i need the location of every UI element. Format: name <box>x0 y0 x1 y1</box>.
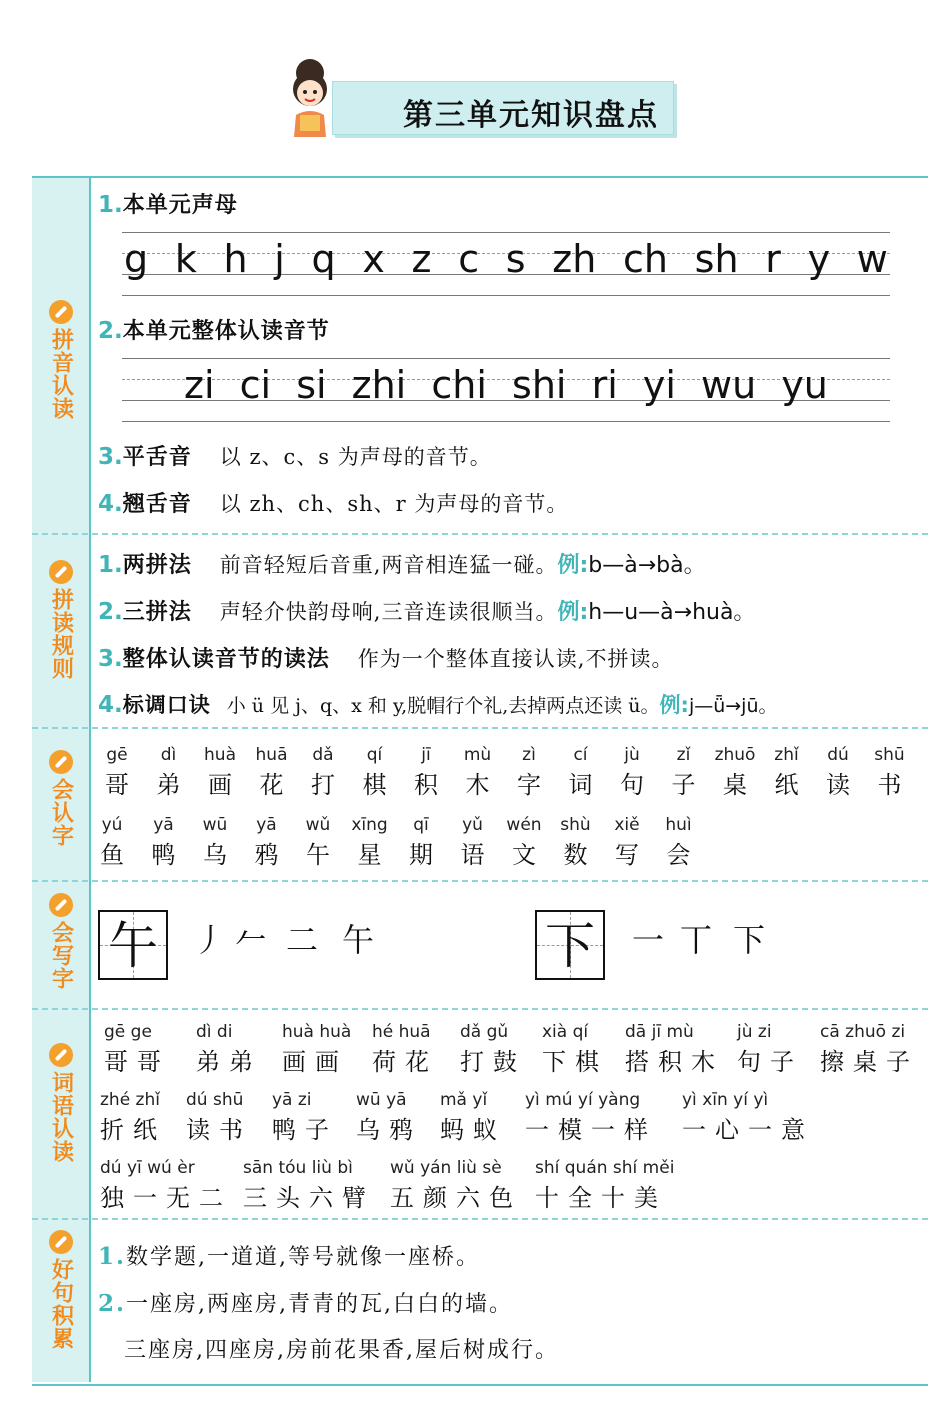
pencil-badge-icon <box>49 893 73 917</box>
char-pinyin: wū <box>202 815 228 835</box>
word-hanzi: 五颜六色 <box>390 1184 522 1212</box>
pinyin-heading-3: 3.平舌音 以 z、c、s 为声母的音节。 <box>98 444 492 470</box>
pencil-badge-icon <box>49 1043 73 1067</box>
pinyin-item: z <box>411 237 432 281</box>
word-pinyin: yì mú yí yàng <box>525 1090 641 1110</box>
section-divider <box>32 880 928 882</box>
word-pinyin: cā zhuō zi <box>820 1022 906 1042</box>
char-hanzi: 乌 <box>203 841 227 869</box>
char-cell <box>555 745 607 800</box>
char-pinyin: cí <box>573 745 588 765</box>
char-pinyin: wǔ <box>305 815 331 835</box>
word-hanzi: 哥哥 <box>104 1048 170 1076</box>
pinyin-item: s <box>505 237 526 281</box>
word-item <box>525 1090 657 1145</box>
word-item <box>356 1090 422 1145</box>
pinyin-item: wu <box>701 363 757 407</box>
char-cell <box>709 745 761 800</box>
pinyin-item: w <box>856 237 888 281</box>
word-pinyin: gē ge <box>104 1022 152 1042</box>
pinyin-item: c <box>458 237 480 281</box>
section-label-words: 词语认读 <box>32 1043 89 1163</box>
char-hanzi: 字 <box>517 771 541 799</box>
char-cell <box>653 815 705 870</box>
stroke-step: 下 <box>733 921 766 959</box>
char-cell <box>498 815 550 870</box>
sentence-3: 三座房,四座房,房前花果香,屋后树成行。 <box>124 1338 559 1363</box>
stroke-step: 一 <box>632 921 665 959</box>
rule-1: 1.两拼法 前音轻短后音重,两音相连猛一碰。例:b—à→bà。 <box>98 552 706 578</box>
pinyin-item: r <box>765 237 781 281</box>
word-pinyin: huà huà <box>282 1022 352 1042</box>
word-item <box>372 1022 438 1077</box>
pinyin-item: g <box>124 237 149 281</box>
word-pinyin: dǎ gǔ <box>460 1022 509 1042</box>
word-hanzi: 十全十美 <box>535 1184 667 1212</box>
word-item <box>535 1158 674 1213</box>
char-hanzi: 棋 <box>362 771 387 799</box>
word-pinyin: yā zi <box>272 1090 312 1110</box>
char-cell <box>658 745 710 800</box>
word-hanzi: 折纸 <box>100 1116 166 1144</box>
rule-3: 3.整体认读音节的读法 作为一个整体直接认读,不拼读。 <box>98 646 674 672</box>
char-pinyin: jù <box>624 745 640 765</box>
pencil-badge-icon <box>49 750 73 774</box>
char-pinyin: dì <box>160 745 177 765</box>
word-item <box>104 1022 170 1077</box>
char-cell <box>606 745 658 800</box>
sentence-1: 1.数学题,一道道,等号就像一座桥。 <box>98 1243 481 1270</box>
char-hanzi: 词 <box>568 771 593 799</box>
char-cell <box>297 745 349 800</box>
word-hanzi: 鸭子 <box>272 1116 338 1144</box>
write-char-2: 下 <box>545 917 595 975</box>
char-pinyin: huā <box>255 745 288 765</box>
char-hanzi: 书 <box>877 771 902 799</box>
char-cell <box>292 815 344 870</box>
word-pinyin: dā jī mù <box>625 1022 694 1042</box>
stroke-step: 丿 <box>193 921 226 959</box>
char-pinyin: zǐ <box>676 745 691 765</box>
word-item <box>100 1158 232 1213</box>
pinyin-item: sh <box>694 237 739 281</box>
char-cell <box>812 745 864 800</box>
word-hanzi: 弟弟 <box>196 1048 262 1076</box>
initials-writing-lines <box>122 232 890 296</box>
word-hanzi: 句子 <box>737 1048 803 1076</box>
syllables-row <box>122 363 890 407</box>
char-cell <box>601 815 653 870</box>
section-label-write: 会写字 <box>32 893 89 990</box>
char-hanzi: 数 <box>563 841 588 869</box>
word-item <box>282 1022 351 1077</box>
word-hanzi: 画画 <box>282 1048 348 1076</box>
rule-2: 2.三拼法 声轻介快韵母响,三音连读很顺当。例:h—u—à→huà。 <box>98 599 756 625</box>
char-cell <box>761 745 813 800</box>
char-hanzi: 文 <box>512 841 536 869</box>
word-item <box>737 1022 803 1077</box>
char-hanzi: 哥 <box>105 771 129 799</box>
pinyin-item: q <box>311 237 336 281</box>
section-label-rules: 拼读规则 <box>32 560 89 680</box>
char-cell <box>241 815 293 870</box>
char-hanzi: 积 <box>414 771 438 799</box>
char-pinyin: zì <box>522 745 536 765</box>
char-hanzi: 鱼 <box>100 841 124 869</box>
char-hanzi: 弟 <box>156 771 181 799</box>
word-hanzi: 蚂蚁 <box>440 1116 506 1144</box>
stroke-step: 丅 <box>680 921 713 959</box>
title-box <box>332 81 674 135</box>
pinyin-item: k <box>174 237 197 281</box>
word-item <box>390 1158 522 1213</box>
char-pinyin: mù <box>463 745 492 765</box>
pinyin-heading-1: 1.本单元声母 <box>98 192 238 218</box>
char-pinyin: dǎ <box>312 745 334 765</box>
char-cell <box>86 815 138 870</box>
word-hanzi: 一模一样 <box>525 1116 657 1144</box>
word-hanzi: 打鼓 <box>460 1048 526 1076</box>
word-hanzi: 独一无二 <box>100 1184 232 1212</box>
word-pinyin: dú shū <box>186 1090 244 1110</box>
char-cell <box>447 815 499 870</box>
word-hanzi: 搭积木 <box>625 1048 724 1076</box>
word-pinyin: yì xīn yí yì <box>682 1090 769 1110</box>
char-hanzi: 花 <box>259 771 284 799</box>
pinyin-item: zhi <box>351 363 407 407</box>
word-hanzi: 擦桌子 <box>820 1048 919 1076</box>
section-divider <box>32 1008 928 1010</box>
pinyin-item: ci <box>239 363 272 407</box>
word-pinyin: dú yī wú èr <box>100 1158 195 1178</box>
char-pinyin: qí <box>366 745 383 765</box>
title-banner <box>280 55 680 145</box>
sentence-2: 2.一座房,两座房,青青的瓦,白白的墙。 <box>98 1290 513 1317</box>
char-hanzi: 鸦 <box>254 841 279 869</box>
char-cell <box>400 745 452 800</box>
page-title: 第三单元知识盘点 <box>403 98 659 133</box>
char-cell <box>91 745 143 800</box>
char-cell <box>864 745 916 800</box>
word-pinyin: wǔ yán liù sè <box>390 1158 502 1178</box>
word-pinyin: jù zi <box>737 1022 772 1042</box>
pinyin-item: j <box>274 237 285 281</box>
char-cell <box>194 745 246 800</box>
word-pinyin: zhé zhǐ <box>100 1090 160 1110</box>
stroke-step: 午 <box>342 921 375 959</box>
word-hanzi: 下棋 <box>542 1048 608 1076</box>
word-item <box>820 1022 919 1077</box>
stroke-step: 𠂉 <box>235 921 268 959</box>
char-pinyin: qī <box>413 815 429 835</box>
word-hanzi: 荷花 <box>372 1048 438 1076</box>
pencil-badge-icon <box>49 1230 73 1254</box>
pinyin-item: zi <box>184 363 215 407</box>
char-hanzi: 桌 <box>723 771 747 799</box>
pinyin-item: h <box>223 237 248 281</box>
word-item <box>460 1022 526 1077</box>
pinyin-item: ri <box>591 363 618 407</box>
char-cell <box>452 745 504 800</box>
section-divider <box>32 533 928 535</box>
char-cell <box>349 745 401 800</box>
char-hanzi: 会 <box>666 841 691 869</box>
pinyin-item: chi <box>431 363 487 407</box>
word-hanzi: 一心一意 <box>682 1116 814 1144</box>
girl-mascot-icon <box>280 55 340 145</box>
word-pinyin: mǎ yǐ <box>440 1090 488 1110</box>
char-hanzi: 画 <box>208 771 232 799</box>
char-hanzi: 期 <box>409 841 433 869</box>
char-cell <box>550 815 602 870</box>
word-item <box>440 1090 506 1145</box>
initials-row <box>122 237 890 281</box>
word-pinyin: wū yā <box>356 1090 407 1110</box>
char-cell <box>138 815 190 870</box>
char-hanzi: 木 <box>465 771 490 799</box>
pinyin-item: shi <box>512 363 567 407</box>
char-pinyin: zhuō <box>714 745 756 765</box>
word-item <box>100 1090 166 1145</box>
char-cell <box>344 815 396 870</box>
char-cell <box>143 745 195 800</box>
word-hanzi: 乌鸦 <box>356 1116 422 1144</box>
section-label-pinyin: 拼音认读 <box>32 300 89 420</box>
section-label-recognize: 会认字 <box>32 750 89 847</box>
section-divider <box>32 1218 928 1220</box>
pinyin-item: y <box>807 237 831 281</box>
rule-4: 4.标调口诀 小 ü 见 j、q、x 和 y,脱帽行个礼,去掉两点还读 ü。例:j—ǖ→jū。 <box>98 692 778 718</box>
word-item <box>625 1022 724 1077</box>
write-char-1: 午 <box>108 917 158 975</box>
char-cell <box>246 745 298 800</box>
pinyin-item: si <box>296 363 327 407</box>
char-pinyin: yā <box>256 815 277 835</box>
section-divider <box>32 727 928 729</box>
char-hanzi: 鸭 <box>151 841 176 869</box>
word-hanzi: 三头六臂 <box>243 1184 375 1212</box>
char-hanzi: 写 <box>615 841 639 869</box>
writing-grid-1 <box>98 910 168 980</box>
char-hanzi: 午 <box>306 841 330 869</box>
word-pinyin: xià qí <box>542 1022 589 1042</box>
char-hanzi: 读 <box>826 771 850 799</box>
char-pinyin: yā <box>153 815 174 835</box>
word-item <box>243 1158 375 1213</box>
word-item <box>196 1022 262 1077</box>
char-pinyin: gē <box>106 745 128 765</box>
char-hanzi: 子 <box>671 771 696 799</box>
word-item <box>682 1090 814 1145</box>
writing-grid-2 <box>535 910 605 980</box>
char-pinyin: yú <box>101 815 123 835</box>
char-hanzi: 星 <box>357 841 382 869</box>
word-pinyin: sān tóu liù bì <box>243 1158 353 1178</box>
pinyin-item: ch <box>623 237 668 281</box>
char-pinyin: shù <box>560 815 591 835</box>
pinyin-item: zh <box>552 237 597 281</box>
word-item <box>272 1090 338 1145</box>
pinyin-heading-2: 2.本单元整体认读音节 <box>98 318 330 344</box>
char-pinyin: shū <box>874 745 905 765</box>
char-pinyin: jī <box>421 745 431 765</box>
word-pinyin: hé huā <box>372 1022 431 1042</box>
char-cell <box>395 815 447 870</box>
char-cell <box>189 815 241 870</box>
pencil-badge-icon <box>49 560 73 584</box>
pinyin-item: yi <box>642 363 676 407</box>
char-pinyin: xīng <box>351 815 388 835</box>
pinyin-item: yu <box>781 363 828 407</box>
char-pinyin: xiě <box>614 815 640 835</box>
char-hanzi: 语 <box>460 841 485 869</box>
char-pinyin: yǔ <box>462 815 483 835</box>
pencil-badge-icon <box>49 300 73 324</box>
word-item <box>542 1022 608 1077</box>
char-hanzi: 句 <box>620 771 644 799</box>
char-pinyin: wén <box>506 815 542 835</box>
word-item <box>186 1090 252 1145</box>
section-label-sentences: 好句积累 <box>32 1230 89 1350</box>
stroke-step: 二 <box>286 921 319 959</box>
char-pinyin: huì <box>665 815 692 835</box>
word-hanzi: 读书 <box>186 1116 252 1144</box>
syllables-writing-lines <box>122 358 890 422</box>
pinyin-item: x <box>362 237 385 281</box>
word-pinyin: shí quán shí měi <box>535 1158 675 1178</box>
char-cell <box>503 745 555 800</box>
char-hanzi: 打 <box>311 771 335 799</box>
char-pinyin: dú <box>827 745 849 765</box>
char-pinyin: huà <box>204 745 236 765</box>
char-pinyin: zhǐ <box>774 745 799 765</box>
char-hanzi: 纸 <box>774 771 799 799</box>
pinyin-heading-4: 4.翘舌音 以 zh、ch、sh、r 为声母的音节。 <box>98 491 569 517</box>
word-pinyin: dì di <box>196 1022 233 1042</box>
